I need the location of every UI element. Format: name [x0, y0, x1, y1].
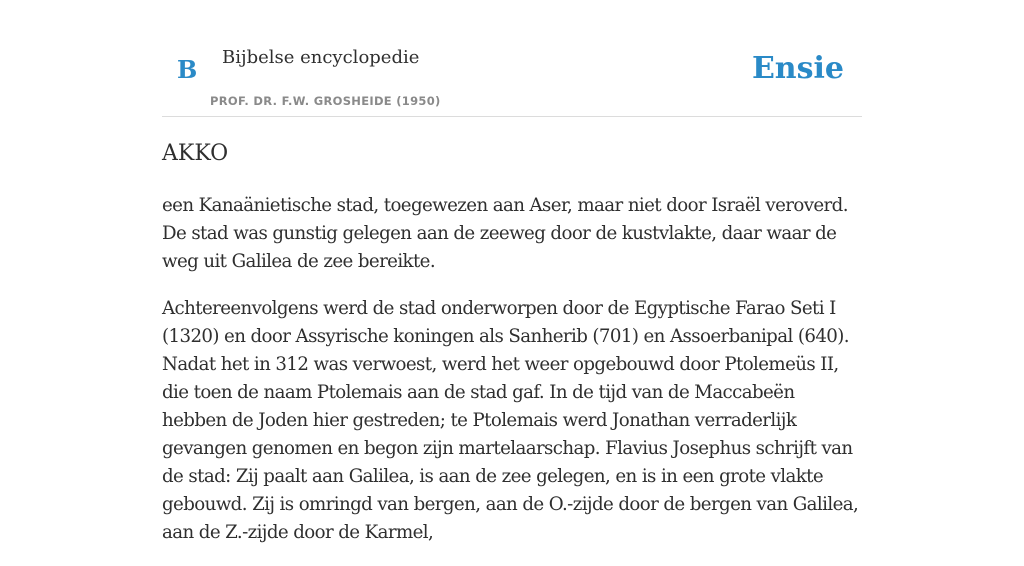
book-author: PROF. DR. F.W. GROSHEIDE (1950) [210, 94, 441, 108]
entry-paragraph: een Kanaänietische stad, toegewezen aan Aser, maar niet door Israël veroverd. De stad was gunstig gelegen aan de zeeweg door de kustvlakte, daar waar de weg uit Galilea de zee bereikte. [162, 195, 848, 272]
header [162, 0, 862, 117]
book-logo[interactable]: B [177, 55, 198, 84]
page [162, 0, 862, 543]
book-title[interactable]: Bijbelse encyclopedie [222, 47, 420, 68]
entry-title: AKKO [162, 141, 229, 166]
brand-logo[interactable]: Ensie [751, 51, 844, 86]
entry-paragraph: Achtereenvolgens werd de stad onderworpen door de Egyptische Farao Seti I (1320) en door Assyrische koningen als Sanherib (701) en Assoerbanipal (640). Nadat het in 312 was verwoest, werd het weer opgebouwd door Ptolemeüs II, die toen de naam Ptolemais aan de stad gaf. In de tijd van de Maccabeën hebben de Joden hier gestreden; te Ptolemais werd Jonathan verraderlijk gevangen genomen en begon zijn martelaarschap. Flavius Josephus schrijft van de stad: Zij paalt aan Galilea, is aan de zee gelegen, en is in een grote vlakte gebouwd. Zij is omringd van bergen, aan de O.-zijde door de bergen van Galilea, aan de Z.-zijde door de Karmel, [162, 298, 859, 543]
entry-body [162, 192, 862, 566]
